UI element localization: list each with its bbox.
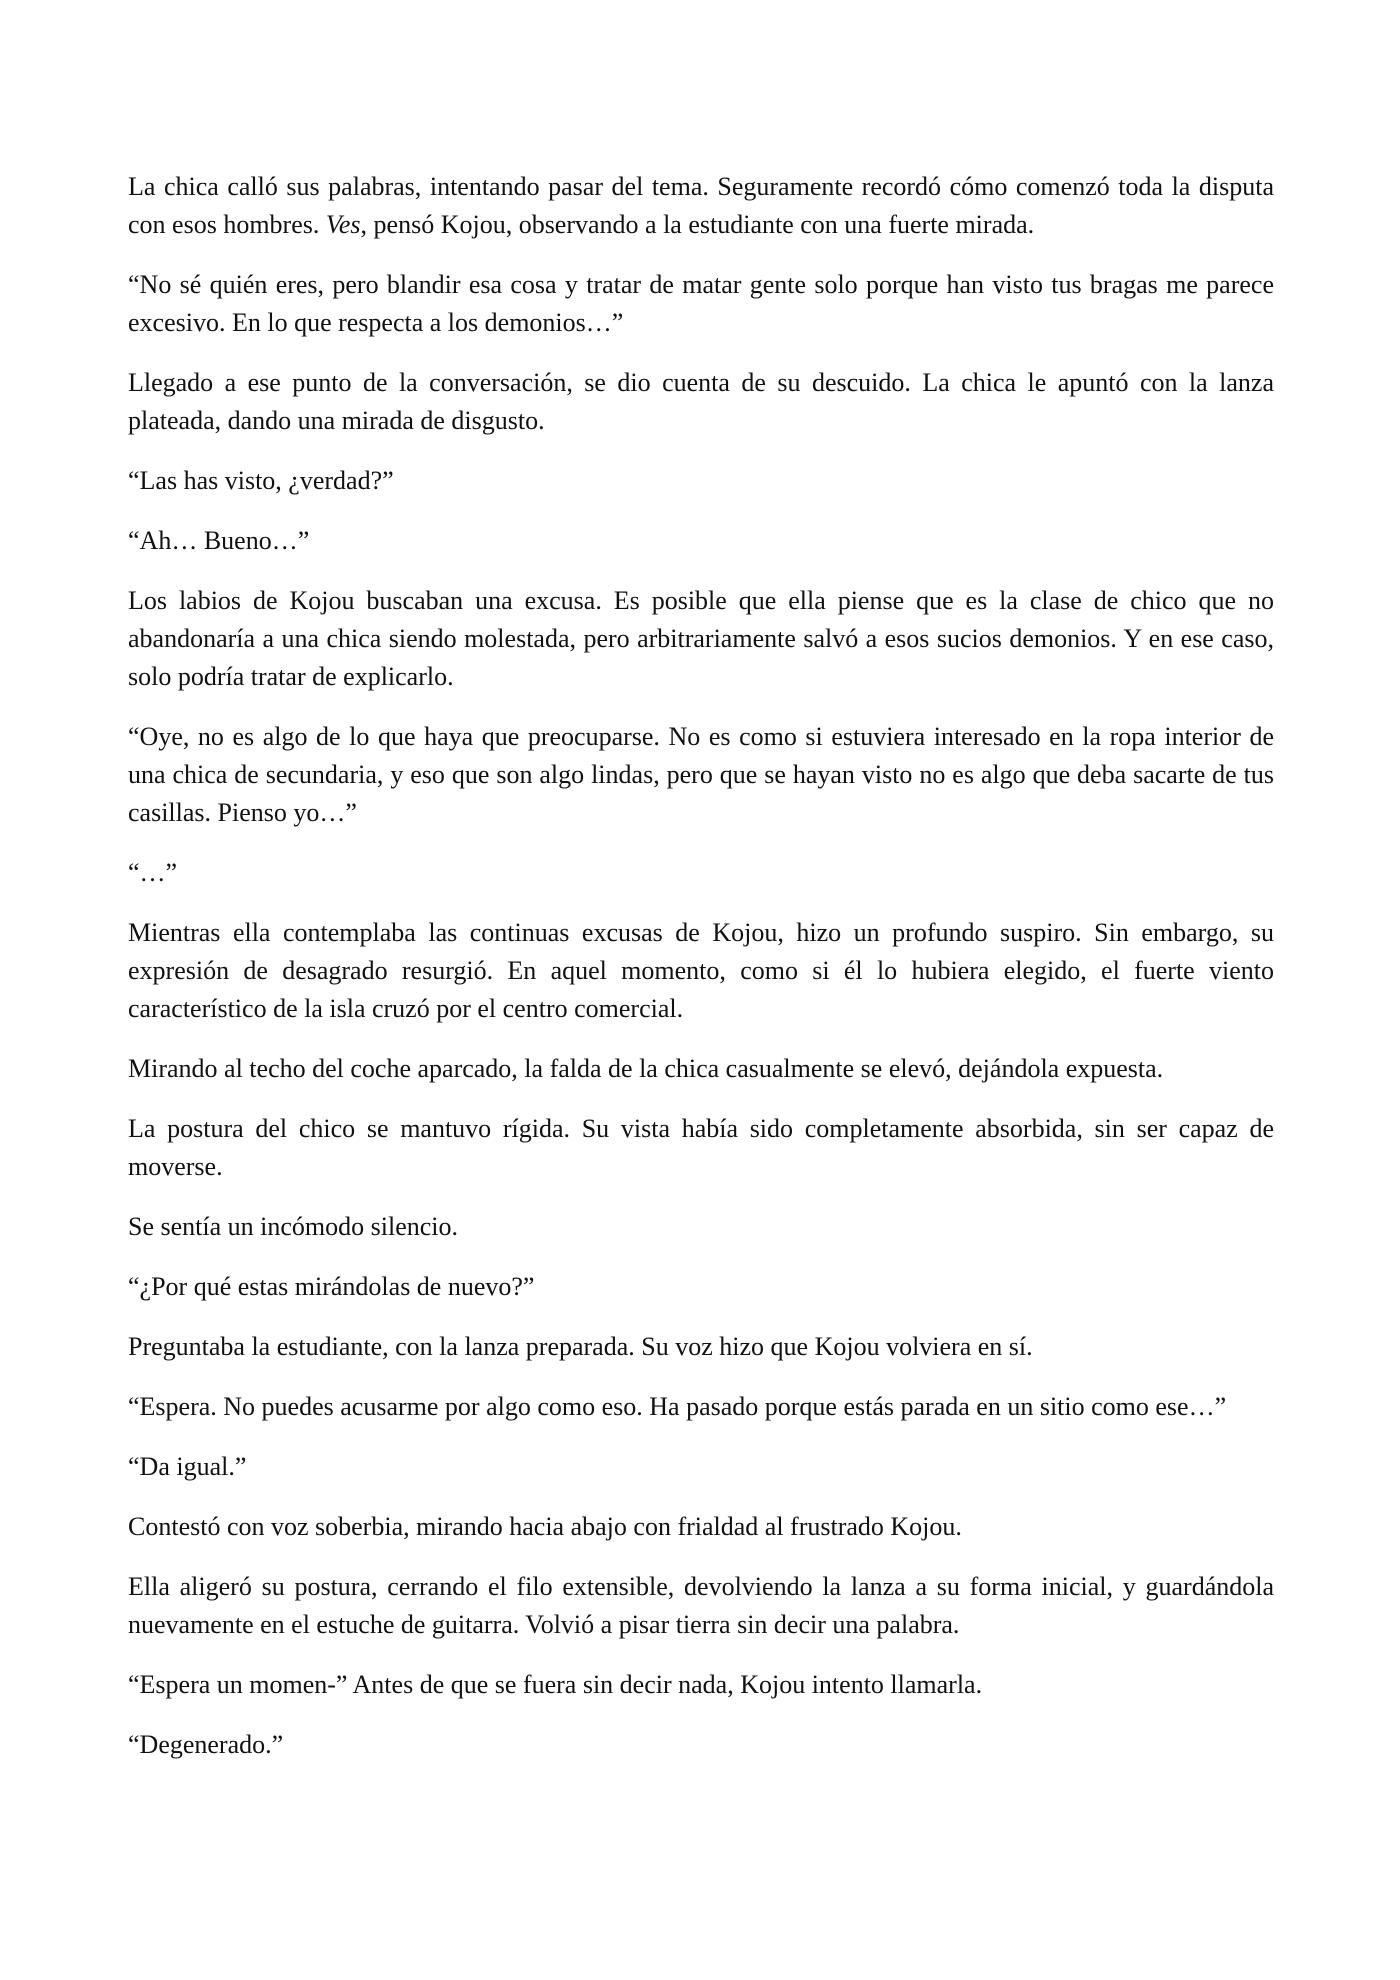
paragraph-12: Se sentía un incómodo silencio.	[128, 1212, 459, 1241]
paragraph-11: La postura del chico se mantuvo rígida. Su vista había sido completamente absorbida, sin ser capaz de moverse.	[128, 1114, 1274, 1181]
paragraph-7: “Oye, no es algo de lo que haya que preocuparse. No es como si estuviera interesado en la ropa interior de una chica de secundaria, y eso que son algo lindas, pero que se hayan visto no es algo que deba sacarte de tus casillas. Pienso yo…”	[128, 722, 1274, 827]
paragraph-15: “Espera. No puedes acusarme por algo como eso. Ha pasado porque estás parada en un sitio como ese…”	[128, 1392, 1227, 1421]
paragraph-19: “Espera un momen-” Antes de que se fuera sin decir nada, Kojou intento llamarla.	[128, 1670, 983, 1699]
paragraph-14: Preguntaba la estudiante, con la lanza preparada. Su voz hizo que Kojou volviera en sí.	[128, 1332, 1033, 1361]
paragraph-10: Mirando al techo del coche aparcado, la falda de la chica casualmente se elevó, dejándola expuesta.	[128, 1054, 1164, 1083]
paragraph-8: “…”	[128, 858, 178, 887]
paragraph-9: Mientras ella contemplaba las continuas excusas de Kojou, hizo un profundo suspiro. Sin embargo, su expresión de desagrado resurgió. En aquel momento, como si él lo hubiera elegido, el fuerte viento característico de la isla cruzó por el centro comercial.	[128, 918, 1274, 1023]
paragraph-18: Ella aligeró su postura, cerrando el filo extensible, devolviendo la lanza a su forma inicial, y guardándola nuevamente en el estuche de guitarra. Volvió a pisar tierra sin decir una palabra.	[128, 1572, 1274, 1639]
paragraph-6: Los labios de Kojou buscaban una excusa. Es posible que ella piense que es la clase de chico que no abandonaría a una chica siendo molestada, pero arbitrariamente salvó a esos sucios demonios. Y en ese caso, solo podría tratar de explicarlo.	[128, 586, 1274, 691]
paragraph-13: “¿Por qué estas mirándolas de nuevo?”	[128, 1272, 535, 1301]
paragraph-17: Contestó con voz soberbia, mirando hacia abajo con frialdad al frustrado Kojou.	[128, 1512, 962, 1541]
paragraph-20: “Degenerado.”	[128, 1730, 284, 1759]
paragraph-4: “Las has visto, ¿verdad?”	[128, 466, 394, 495]
paragraph-3: Llegado a ese punto de la conversación, se dio cuenta de su descuido. La chica le apuntó con la lanza plateada, dando una mirada de disgusto.	[128, 368, 1274, 435]
document-body	[128, 168, 1274, 1764]
italic-thought: Ves	[325, 210, 361, 239]
paragraph-16: “Da igual.”	[128, 1452, 247, 1481]
paragraph-1: La chica calló sus palabras, intentando pasar del tema. Seguramente recordó cómo comenzó toda la disputa con esos hombres. Ves, pensó Kojou, observando a la estudiante con una fuerte mirada.	[128, 172, 1274, 239]
paragraph-5: “Ah… Bueno…”	[128, 526, 310, 555]
paragraph-2: “No sé quién eres, pero blandir esa cosa y tratar de matar gente solo porque han visto tus bragas me parece excesivo. En lo que respecta a los demonios…”	[128, 270, 1274, 337]
